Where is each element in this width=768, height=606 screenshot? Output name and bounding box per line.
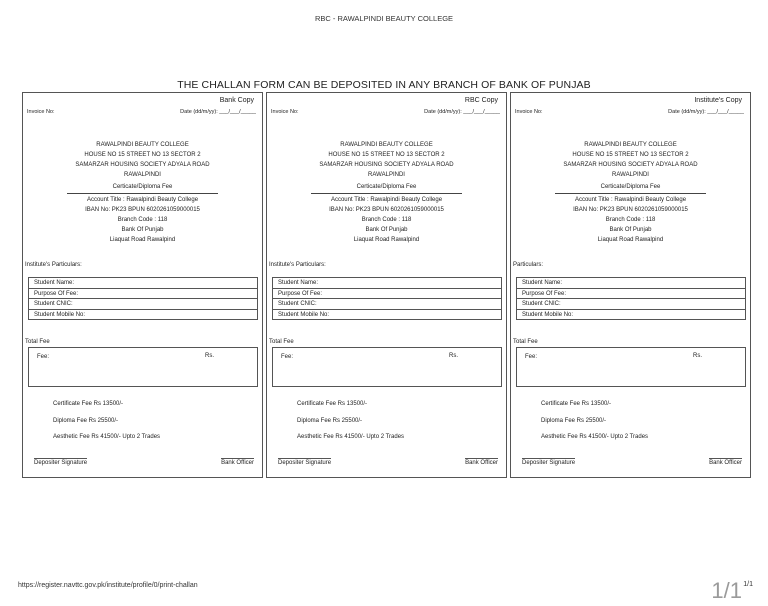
bank-address: Liaquat Road Rawalpind <box>109 237 176 243</box>
bank-name: Bank Of Punjab <box>121 227 164 233</box>
mobile-field[interactable]: Student Mobile No: <box>517 310 745 321</box>
college-name: RAWALPINDI BEAUTY COLLEGE <box>96 142 189 148</box>
particulars-heading: Institute's Particulars: <box>269 262 326 268</box>
address-line-2: SAMARZAR HOUSING SOCIETY ADYALA ROAD <box>563 162 698 168</box>
page-number: 1/1 <box>711 578 742 603</box>
challan-copy <box>510 92 751 478</box>
rs-label: Rs. <box>693 353 702 359</box>
purpose-field[interactable]: Purpose Of Fee: <box>29 289 257 300</box>
cnic-field[interactable]: Student CNIC: <box>517 299 745 310</box>
diploma-fee: Diploma Fee Rs 25500/- <box>53 417 119 424</box>
bank-address: Liaquat Road Rawalpind <box>353 237 420 243</box>
bank-officer-signature: Bank Officer <box>465 460 498 466</box>
purpose-field[interactable]: Purpose Of Fee: <box>273 289 501 300</box>
date-label: Date (dd/m/yy): ___/___/_____ <box>668 109 744 115</box>
address-line-2: SAMARZAR HOUSING SOCIETY ADYALA ROAD <box>319 162 454 168</box>
account-title: Account Title : Rawalpindi Beauty College <box>86 197 199 203</box>
date-label: Date (dd/m/yy): ___/___/_____ <box>180 109 256 115</box>
aesthetic-fee: Aesthetic Fee Rs 41500/- Upto 2 Trades <box>53 434 161 440</box>
city: RAWALPINDI <box>124 172 161 178</box>
rs-label: Rs. <box>205 353 214 359</box>
challan-copy <box>266 92 507 478</box>
fee-title: Certicate/Diploma Fee <box>112 184 173 190</box>
city: RAWALPINDI <box>612 172 649 178</box>
college-address-block <box>511 140 750 180</box>
student-name-field[interactable]: Student Name: <box>273 278 501 289</box>
fee-box[interactable] <box>272 347 502 387</box>
college-name: RAWALPINDI BEAUTY COLLEGE <box>584 142 677 148</box>
address-line-1: HOUSE NO 15 STREET NO 13 SECTOR 2 <box>572 152 689 158</box>
diploma-fee: Diploma Fee Rs 25500/- <box>541 417 607 424</box>
invoice-label: Invoice No: <box>27 109 55 115</box>
mobile-field[interactable]: Student Mobile No: <box>29 310 257 321</box>
invoice-label: Invoice No: <box>515 109 543 115</box>
branch-code: Branch Code : 118 <box>361 217 412 223</box>
branch-code: Branch Code : 118 <box>605 217 656 223</box>
page-number-small: 1/1 <box>743 581 753 588</box>
certificate-fee: Certificate Fee Rs 13500/- <box>541 401 612 407</box>
certificate-fee: Certificate Fee Rs 13500/- <box>53 401 124 407</box>
bank-details <box>267 195 506 245</box>
bank-name: Bank Of Punjab <box>365 227 408 233</box>
address-line-1: HOUSE NO 15 STREET NO 13 SECTOR 2 <box>328 152 445 158</box>
iban: IBAN No: PK23 BPUN 6020261059000015 <box>573 207 688 213</box>
fee-title-divider <box>311 193 462 194</box>
bank-address: Liaquat Road Rawalpind <box>597 237 664 243</box>
address-line-2: SAMARZAR HOUSING SOCIETY ADYALA ROAD <box>75 162 210 168</box>
fee-list <box>297 396 404 446</box>
cnic-field[interactable]: Student CNIC: <box>29 299 257 310</box>
bank-details <box>511 195 750 245</box>
depositer-signature: Depositer Signature <box>278 460 332 466</box>
page-header-title: RBC - RAWALPINDI BEAUTY COLLEGE <box>314 14 454 23</box>
particulars-heading: Particulars: <box>513 262 544 268</box>
fee-list <box>53 396 160 446</box>
fee-label: Fee: <box>281 354 294 360</box>
bank-name: Bank Of Punjab <box>609 227 652 233</box>
student-name-field[interactable]: Student Name: <box>517 278 745 289</box>
college-address-block <box>23 140 262 180</box>
date-label: Date (dd/m/yy): ___/___/_____ <box>424 109 500 115</box>
diploma-fee: Diploma Fee Rs 25500/- <box>297 417 363 424</box>
rs-label: Rs. <box>449 353 458 359</box>
city: RAWALPINDI <box>368 172 405 178</box>
fee-title: Certicate/Diploma Fee <box>356 184 417 190</box>
college-name: RAWALPINDI BEAUTY COLLEGE <box>340 142 433 148</box>
student-fields-table <box>516 277 746 320</box>
copy-label: Institute's Copy <box>694 97 742 104</box>
account-title: Account Title : Rawalpindi Beauty College <box>574 197 687 203</box>
iban: IBAN No: PK23 BPUN 6020261059000015 <box>329 207 444 213</box>
address-line-1: HOUSE NO 15 STREET NO 13 SECTOR 2 <box>84 152 201 158</box>
cnic-field[interactable]: Student CNIC: <box>273 299 501 310</box>
bank-officer-signature: Bank Officer <box>221 460 254 466</box>
aesthetic-fee: Aesthetic Fee Rs 41500/- Upto 2 Trades <box>297 434 405 440</box>
student-fields-table <box>28 277 258 320</box>
fee-title-divider <box>67 193 218 194</box>
total-fee-heading: Total Fee <box>25 339 50 345</box>
college-address-block <box>267 140 506 180</box>
branch-code: Branch Code : 118 <box>117 217 168 223</box>
account-title: Account Title : Rawalpindi Beauty College <box>330 197 443 203</box>
challan-copy <box>22 92 263 478</box>
mobile-field[interactable]: Student Mobile No: <box>273 310 501 321</box>
fee-title: Certicate/Diploma Fee <box>600 184 661 190</box>
fee-title-divider <box>555 193 706 194</box>
aesthetic-fee: Aesthetic Fee Rs 41500/- Upto 2 Trades <box>541 434 649 440</box>
invoice-label: Invoice No: <box>271 109 299 115</box>
fee-box[interactable] <box>516 347 746 387</box>
copy-label: RBC Copy <box>464 97 498 104</box>
particulars-heading: Institute's Particulars: <box>25 262 82 268</box>
fee-list <box>541 396 648 446</box>
student-fields-table <box>272 277 502 320</box>
certificate-fee: Certificate Fee Rs 13500/- <box>297 401 368 407</box>
fee-label: Fee: <box>37 354 50 360</box>
iban: IBAN No: PK23 BPUN 6020261059000015 <box>85 207 200 213</box>
bank-officer-signature: Bank Officer <box>709 460 742 466</box>
student-name-field[interactable]: Student Name: <box>29 278 257 289</box>
footer-url: https://register.navttc.gov.pk/institute/profile/0/print-challan <box>18 582 198 589</box>
purpose-field[interactable]: Purpose Of Fee: <box>517 289 745 300</box>
depositer-signature: Depositer Signature <box>34 460 88 466</box>
challan-main-title: THE CHALLAN FORM CAN BE DEPOSITED IN ANY BRANCH OF BANK OF PUNJAB <box>177 79 591 91</box>
fee-label: Fee: <box>525 354 538 360</box>
total-fee-heading: Total Fee <box>513 339 538 345</box>
copy-label: Bank Copy <box>219 97 254 104</box>
total-fee-heading: Total Fee <box>269 339 294 345</box>
depositer-signature: Depositer Signature <box>522 460 576 466</box>
bank-details <box>23 195 262 245</box>
fee-box[interactable] <box>28 347 258 387</box>
